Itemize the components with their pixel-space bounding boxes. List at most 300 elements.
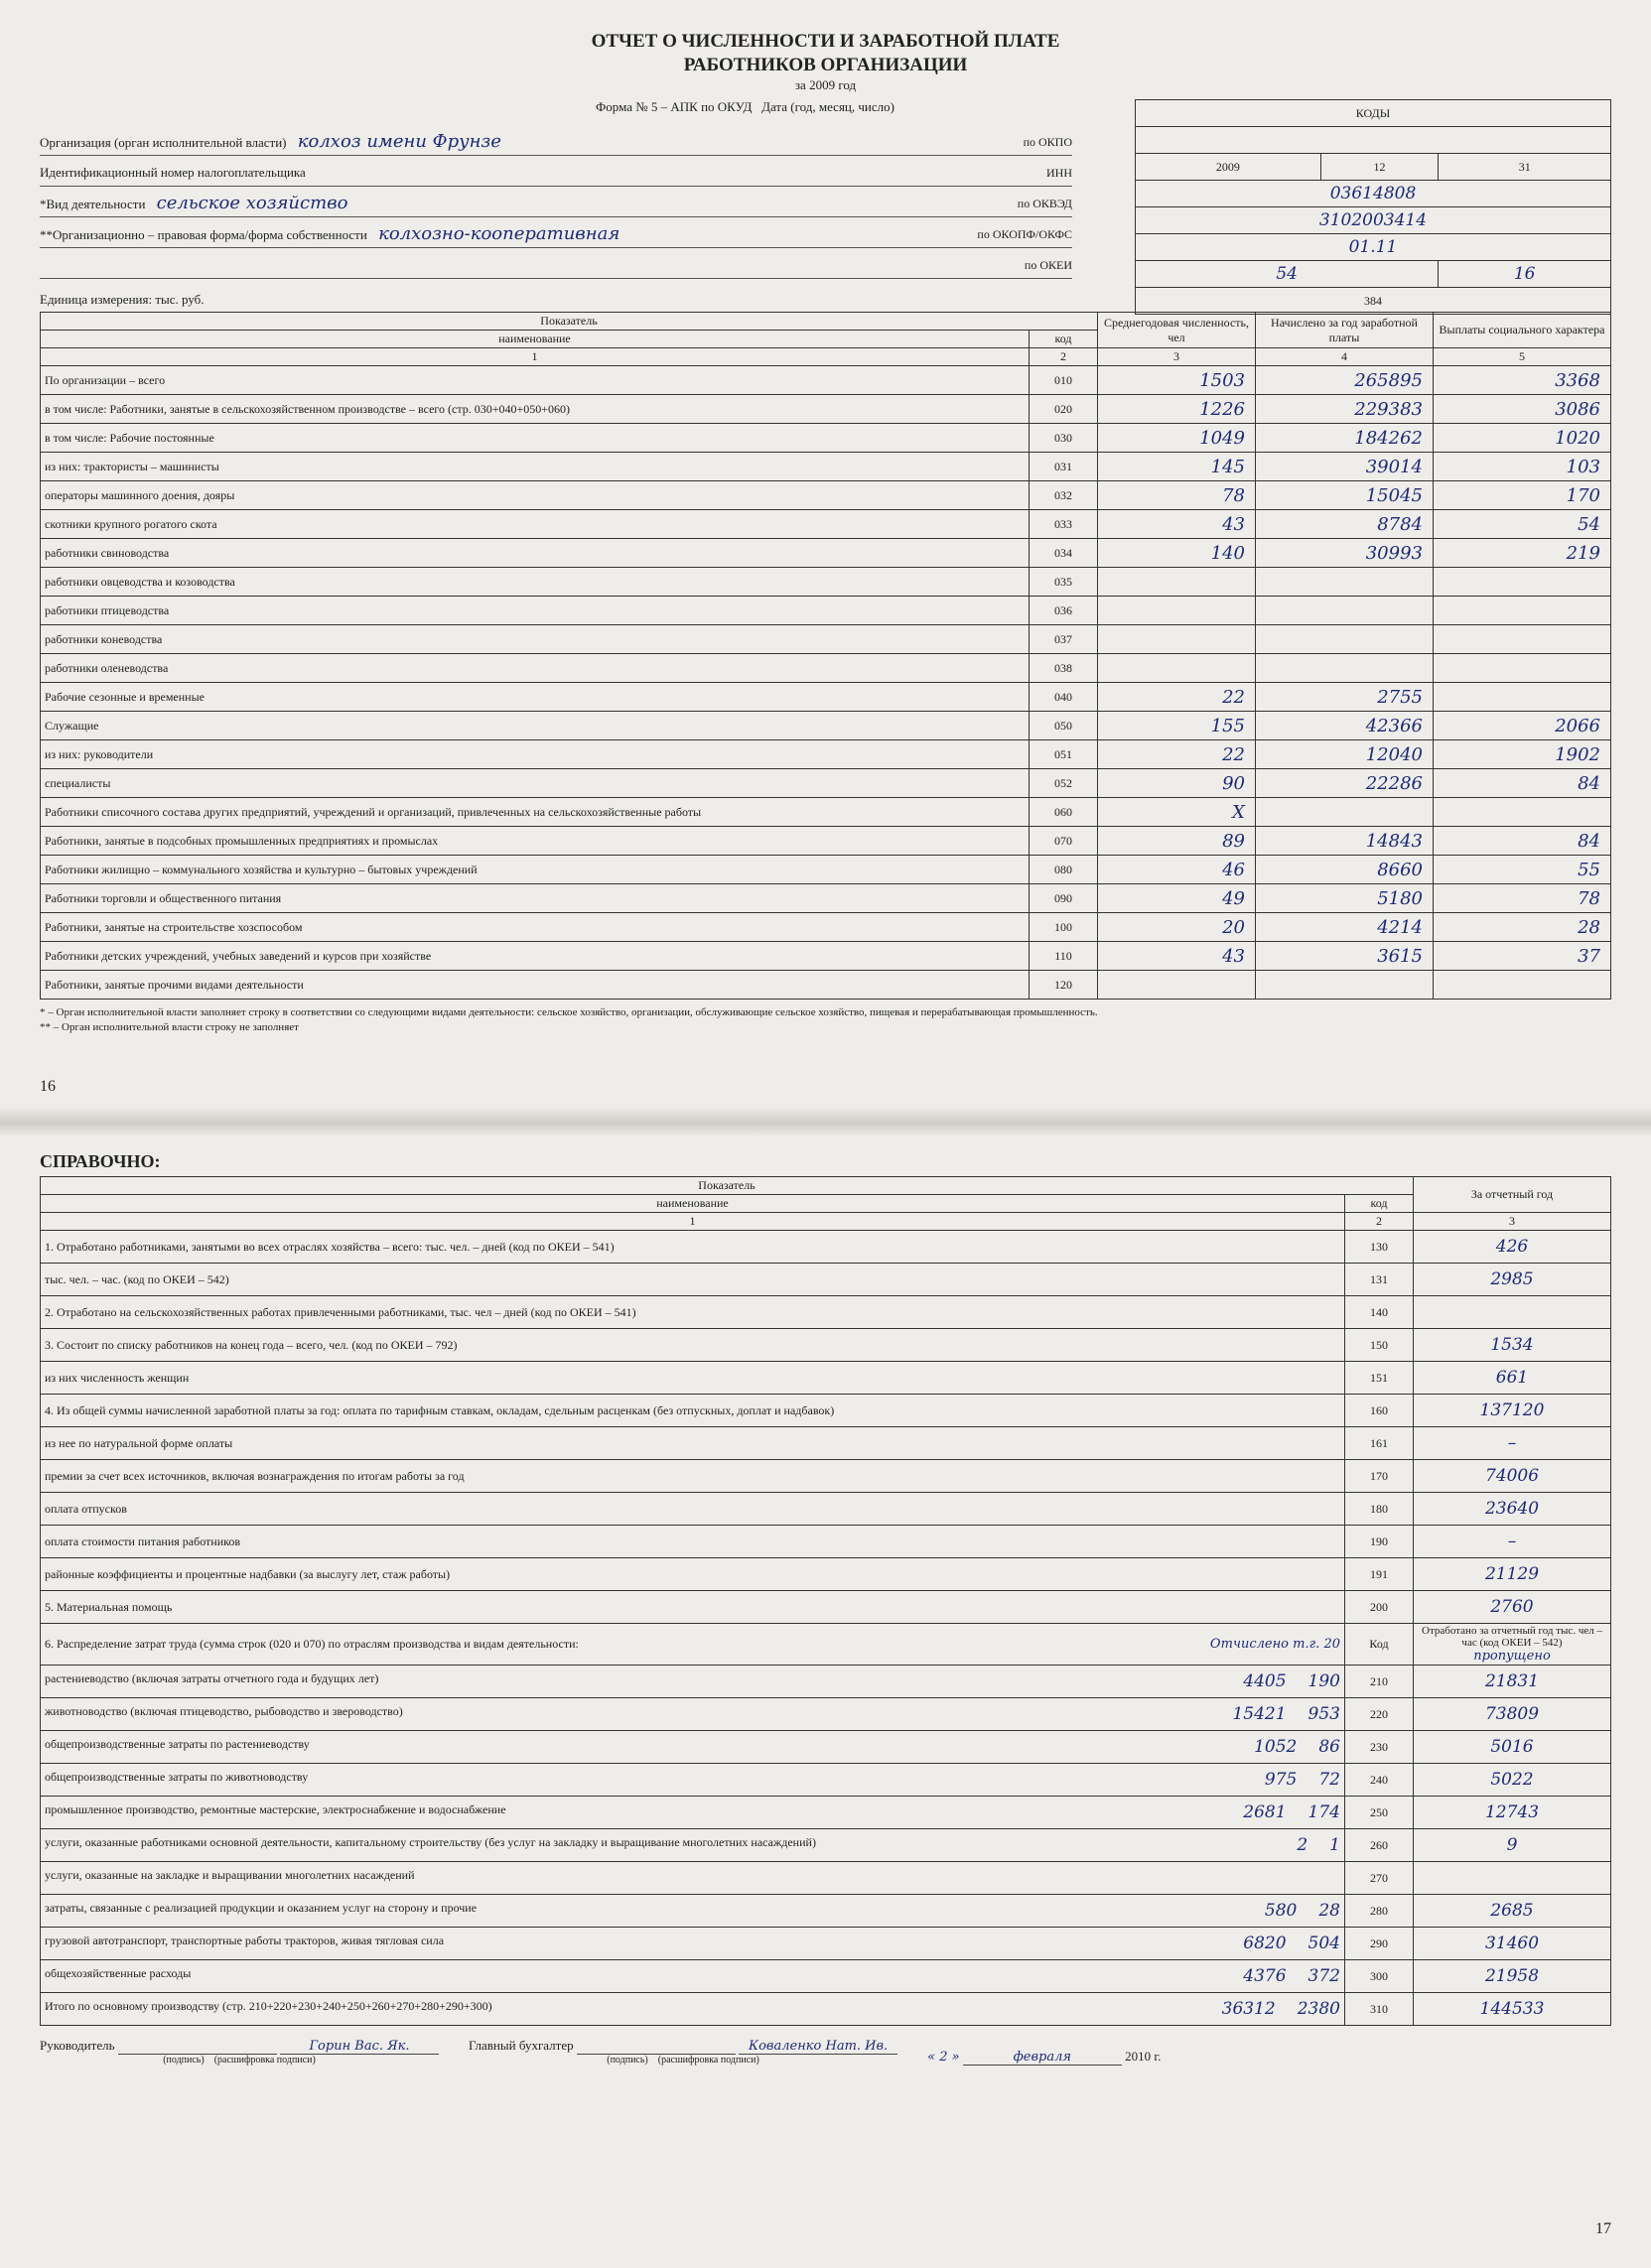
row-value: 661 — [1414, 1362, 1611, 1395]
row-avg: 43 — [1098, 510, 1256, 539]
row-value: 9 — [1414, 1829, 1611, 1862]
row-social: 1020 — [1434, 424, 1611, 453]
okpo-code: 03614808 — [1136, 181, 1611, 207]
row-avg: 20 — [1098, 913, 1256, 942]
row-accrued: 22286 — [1256, 769, 1434, 798]
row-side-figures — [1243, 1934, 1340, 1953]
row-name: оплата стоимости питания работников — [41, 1526, 1345, 1558]
row-social: 84 — [1434, 827, 1611, 856]
section6-value-header: Отработано за отчетный год тыс. чел – час (код ОКЕИ – 542) пропущено — [1414, 1624, 1611, 1666]
row-avg: 43 — [1098, 942, 1256, 971]
row-name: премии за счет всех источников, включая вознаграждения по итогам работы за год — [41, 1460, 1345, 1493]
row-code: 033 — [1030, 510, 1098, 539]
row-name: оплата отпусков — [41, 1493, 1345, 1526]
row-code: 220 — [1345, 1698, 1414, 1731]
date-year: 2009 — [1136, 154, 1321, 181]
row-name: 5. Материальная помощь — [41, 1591, 1345, 1624]
row-accrued: 265895 — [1256, 366, 1434, 395]
row-name: из них: трактористы – машинисты — [41, 453, 1030, 481]
th-accrued: Начислено за год заработной платы — [1256, 313, 1434, 348]
table-row — [41, 1329, 1611, 1362]
row-figure-b: 504 — [1307, 1934, 1340, 1953]
table-row — [41, 884, 1611, 913]
row-side-figures — [1222, 1999, 1340, 2019]
row-figure-b: 86 — [1318, 1737, 1340, 1757]
row-social: 84 — [1434, 769, 1611, 798]
row-accrued: 30993 — [1256, 539, 1434, 568]
table-row — [41, 1460, 1611, 1493]
row-name: из них: руководители — [41, 740, 1030, 769]
colnum: 3 — [1414, 1213, 1611, 1231]
table-row — [41, 1829, 1611, 1862]
table-row — [41, 1296, 1611, 1329]
reference-title: СПРАВОЧНО: — [40, 1151, 161, 1171]
row-code: 035 — [1030, 568, 1098, 597]
row-value: 31460 — [1414, 1928, 1611, 1960]
row-code: 230 — [1345, 1731, 1414, 1764]
table-row — [41, 856, 1611, 884]
row-code: 200 — [1345, 1591, 1414, 1624]
footnote-1: * – Орган исполнительной власти заполняет строку в соответствии со следующими видами деятельности: сельское хозяйство, организации, обслуживающие сельское хозяйство, пищевая и перерабатывающая промышленность. — [40, 1006, 1098, 1018]
okei-line: по ОКЕИ — [40, 252, 1072, 279]
page-number-16: 16 — [40, 1078, 56, 1095]
row-code: 131 — [1345, 1264, 1414, 1296]
row-figure-b: 174 — [1307, 1802, 1340, 1822]
table-row — [41, 539, 1611, 568]
row-accrued — [1256, 597, 1434, 625]
row-figure-a: 4405 — [1243, 1671, 1287, 1691]
legal-form-value: колхозно-кооперативная — [378, 223, 620, 244]
row-name-cell — [41, 1928, 1345, 1960]
row-code: 270 — [1345, 1862, 1414, 1895]
row-avg: 22 — [1098, 740, 1256, 769]
row-side-figures — [1318, 1868, 1340, 1888]
row-avg: 46 — [1098, 856, 1256, 884]
row-figure-b: 190 — [1307, 1671, 1340, 1691]
row-figure-a: 4376 — [1243, 1966, 1287, 1986]
row-accrued — [1256, 971, 1434, 1000]
row-figure-b: 1 — [1329, 1835, 1340, 1855]
row-name: из нее по натуральной форме оплаты — [41, 1427, 1345, 1460]
row-value: 137120 — [1414, 1395, 1611, 1427]
row-figure-a: 580 — [1264, 1901, 1298, 1921]
table-row — [41, 1895, 1611, 1928]
row-value: 12743 — [1414, 1797, 1611, 1829]
row-name-cell — [41, 1797, 1345, 1829]
row-name-cell — [41, 1895, 1345, 1928]
colnum: 2 — [1345, 1213, 1414, 1231]
table-row — [41, 1666, 1611, 1698]
table-row — [41, 942, 1611, 971]
row-name: работники оленеводства — [41, 654, 1030, 683]
row-code: 060 — [1030, 798, 1098, 827]
okei-code: 384 — [1136, 288, 1611, 315]
row-accrued: 4214 — [1256, 913, 1434, 942]
row-social: 37 — [1434, 942, 1611, 971]
row-name: По организации – всего — [41, 366, 1030, 395]
row-name-cell — [41, 1829, 1345, 1862]
row-code: 240 — [1345, 1764, 1414, 1797]
org-line: Организация (орган исполнительной власти) колхоз имени Фрунзе по ОКПО — [40, 129, 1072, 156]
signature-block — [40, 2038, 1611, 2066]
table-row — [41, 1960, 1611, 1993]
section6-rows — [41, 1666, 1611, 2026]
row-side-figures — [1265, 1901, 1340, 1921]
activity-line: *Вид деятельности сельское хозяйство по ОКВЭД — [40, 191, 1072, 217]
report-period: за 2009 год — [794, 77, 857, 92]
row-avg: 1049 — [1098, 424, 1256, 453]
table-row — [41, 827, 1611, 856]
row-name: грузовой автотранспорт, транспортные работы тракторов, живая тягловая сила — [45, 1934, 445, 1947]
title-line-2: РАБОТНИКОВ ОРГАНИЗАЦИИ — [683, 55, 968, 75]
section6-code-header: Код — [1345, 1624, 1414, 1666]
row-name: работники птицеводства — [41, 597, 1030, 625]
row-name: работники коневодства — [41, 625, 1030, 654]
th-name: наименование — [41, 331, 1030, 348]
table-row — [41, 625, 1611, 654]
row-name: специалисты — [41, 769, 1030, 798]
row-code: 310 — [1345, 1993, 1414, 2026]
section6-note-b: т.г. 20 — [1293, 1637, 1340, 1652]
row-name: в том числе: Работники, занятые в сельскохозяйственном производстве – всего (стр. 030+040+050+060) — [41, 395, 1030, 424]
th-code: код — [1030, 331, 1098, 348]
row-accrued — [1256, 654, 1434, 683]
row-value: 23640 — [1414, 1493, 1611, 1526]
th-year: За отчетный год — [1414, 1177, 1611, 1213]
row-code: 050 — [1030, 712, 1098, 740]
row-code: 210 — [1345, 1666, 1414, 1698]
row-value: – — [1414, 1526, 1611, 1558]
row-code: 260 — [1345, 1829, 1414, 1862]
row-side-figures — [1265, 1770, 1340, 1790]
row-social — [1434, 798, 1611, 827]
row-avg: X — [1098, 798, 1256, 827]
table-row — [41, 1764, 1611, 1797]
row-code: 038 — [1030, 654, 1098, 683]
table-row — [41, 366, 1611, 395]
org-value: колхоз имени Фрунзе — [297, 131, 501, 152]
table-row — [41, 1797, 1611, 1829]
activity-value: сельское хозяйство — [156, 193, 348, 213]
row-name: Служащие — [41, 712, 1030, 740]
th-indicator: Показатель — [41, 1177, 1414, 1195]
row-figure-a: 2681 — [1243, 1802, 1287, 1822]
staff-rows — [41, 366, 1611, 1000]
row-figure-a: 2 — [1297, 1835, 1308, 1855]
row-name: в том числе: Рабочие постоянные — [41, 424, 1030, 453]
row-social — [1434, 654, 1611, 683]
row-value: 5016 — [1414, 1731, 1611, 1764]
row-figure-b: 372 — [1307, 1966, 1340, 1986]
row-avg: 145 — [1098, 453, 1256, 481]
colnum: 1 — [41, 1213, 1345, 1231]
row-value: 144533 — [1414, 1993, 1611, 2026]
row-accrued: 8660 — [1256, 856, 1434, 884]
row-name: скотники крупного рогатого скота — [41, 510, 1030, 539]
head-signature: Руководитель Горин Вас. Як. (подпись) (расшифровка подписи) — [40, 2038, 439, 2066]
unit-label: Единица измерения: тыс. руб. — [40, 292, 205, 307]
row-code: 190 — [1345, 1526, 1414, 1558]
row-code: 010 — [1030, 366, 1098, 395]
row-code: 034 — [1030, 539, 1098, 568]
row-social: 2066 — [1434, 712, 1611, 740]
table-row — [41, 712, 1611, 740]
table-row — [41, 1862, 1611, 1895]
row-name: работники овцеводства и козоводства — [41, 568, 1030, 597]
row-value: 73809 — [1414, 1698, 1611, 1731]
row-code: 037 — [1030, 625, 1098, 654]
row-social: 78 — [1434, 884, 1611, 913]
row-code: 161 — [1345, 1427, 1414, 1460]
th-code: код — [1345, 1195, 1414, 1213]
row-social: 3368 — [1434, 366, 1611, 395]
footnotes — [40, 1005, 1611, 1035]
row-code: 030 — [1030, 424, 1098, 453]
row-figure-a: 1052 — [1254, 1737, 1298, 1757]
row-figure-a: 36312 — [1221, 1999, 1276, 2019]
okved-code: 01.11 — [1136, 234, 1611, 261]
row-name-cell — [41, 1764, 1345, 1797]
row-code: 150 — [1345, 1329, 1414, 1362]
row-social: 54 — [1434, 510, 1611, 539]
row-name: 2. Отработано на сельскохозяйственных работах привлеченными работниками, тыс. чел – дней (код по ОКЕИ – 541) — [41, 1296, 1345, 1329]
row-code: 300 — [1345, 1960, 1414, 1993]
row-code: 180 — [1345, 1493, 1414, 1526]
inn-code: 3102003414 — [1136, 207, 1611, 234]
row-accrued: 2755 — [1256, 683, 1434, 712]
row-name: затраты, связанные с реализацией продукции и оказанием услуг на сторону и прочие — [45, 1901, 478, 1915]
row-accrued: 39014 — [1256, 453, 1434, 481]
th-name: наименование — [41, 1195, 1345, 1213]
page-number-17: 17 — [1595, 2220, 1611, 2237]
row-name-cell — [41, 1862, 1345, 1895]
table-row — [41, 481, 1611, 510]
row-value: 1534 — [1414, 1329, 1611, 1362]
row-value: 2985 — [1414, 1264, 1611, 1296]
row-social: 170 — [1434, 481, 1611, 510]
accountant-name: Коваленко Нат. Ив. — [739, 2039, 897, 2055]
row-side-figures — [1232, 1704, 1340, 1724]
th-indicator: Показатель — [41, 313, 1098, 331]
row-name: общепроизводственные затраты по растениеводству — [45, 1737, 310, 1751]
row-name-cell — [41, 1993, 1345, 2026]
row-avg — [1098, 654, 1256, 683]
row-accrued: 14843 — [1256, 827, 1434, 856]
row-code: 290 — [1345, 1928, 1414, 1960]
accountant-signature: Главный бухгалтер Коваленко Нат. Ив. (подпись) (расшифровка подписи) — [469, 2038, 897, 2066]
row-social — [1434, 625, 1611, 654]
head-sign — [118, 2039, 277, 2055]
row-avg — [1098, 625, 1256, 654]
row-name: работники свиноводства — [41, 539, 1030, 568]
row-name: Работники списочного состава других предприятий, учреждений и организаций, привлеченных на сельскохозяйственные работы — [41, 798, 1030, 827]
row-value: 21958 — [1414, 1960, 1611, 1993]
accountant-sign — [577, 2039, 736, 2055]
row-social: 219 — [1434, 539, 1611, 568]
row-name: Работники, занятые прочими видами деятельности — [41, 971, 1030, 1000]
section-6 — [41, 1624, 1611, 1666]
table-row — [41, 654, 1611, 683]
page-fold — [0, 1107, 1651, 1136]
row-avg: 89 — [1098, 827, 1256, 856]
row-social — [1434, 971, 1611, 1000]
codes-header: КОДЫ — [1136, 100, 1611, 127]
table-row — [41, 1526, 1611, 1558]
row-avg — [1098, 971, 1256, 1000]
row-social: 103 — [1434, 453, 1611, 481]
row-name: промышленное производство, ремонтные мастерские, электроснабжение и водоснабжение — [45, 1802, 506, 1816]
row-figure-b: 72 — [1318, 1770, 1340, 1790]
table-row — [41, 1928, 1611, 1960]
row-name: 4. Из общей суммы начисленной заработной платы за год: оплата по тарифным ставкам, окладам, сдельным расценкам (без отпускных, доплат и надбавок) — [41, 1395, 1345, 1427]
codes-table — [1135, 99, 1611, 315]
table-row — [41, 683, 1611, 712]
row-accrued: 184262 — [1256, 424, 1434, 453]
row-name-cell — [41, 1731, 1345, 1764]
row-social — [1434, 568, 1611, 597]
colnum: 3 — [1098, 348, 1256, 366]
row-social — [1434, 683, 1611, 712]
report-date: « 2 » февраля 2010 г. — [927, 2049, 1162, 2065]
row-value: 21129 — [1414, 1558, 1611, 1591]
footnote-2: ** – Орган исполнительной власти строку не заполняет — [40, 1021, 299, 1033]
inn-line: Идентификационный номер налогоплательщика ИНН — [40, 160, 1072, 187]
row-name-cell — [41, 1666, 1345, 1698]
section6-title: 6. Распределение затрат труда (сумма строк (020 и 070) по отраслям производства и видам деятельности: Отчислено т.г. 20 — [41, 1624, 1345, 1666]
row-value: 426 — [1414, 1231, 1611, 1264]
th-avg: Среднегодовая численность, чел — [1098, 313, 1256, 348]
th-social: Выплаты социального характера — [1434, 313, 1611, 348]
row-figure-b: 28 — [1318, 1901, 1340, 1921]
row-side-figures — [1254, 1737, 1340, 1757]
table-row — [41, 1993, 1611, 2026]
row-code: 250 — [1345, 1797, 1414, 1829]
row-code: 032 — [1030, 481, 1098, 510]
row-social: 28 — [1434, 913, 1611, 942]
row-social — [1434, 597, 1611, 625]
row-social: 3086 — [1434, 395, 1611, 424]
date-month: 12 — [1320, 154, 1439, 181]
row-avg: 1503 — [1098, 366, 1256, 395]
row-name: Рабочие сезонные и временные — [41, 683, 1030, 712]
report-title — [40, 30, 1611, 77]
reference-rows — [41, 1231, 1611, 1624]
staff-table — [40, 312, 1611, 1000]
row-code: 031 — [1030, 453, 1098, 481]
table-row — [41, 1427, 1611, 1460]
row-code: 036 — [1030, 597, 1098, 625]
row-name: услуги, оказанные работниками основной деятельности, капитальному строительству (без услуг на закладку и выращивание многолетних насаждений) — [45, 1835, 816, 1849]
row-code: 120 — [1030, 971, 1098, 1000]
row-name: общепроизводственные затраты по животноводству — [45, 1770, 309, 1784]
row-name: Работники торговли и общественного питания — [41, 884, 1030, 913]
table-row — [41, 798, 1611, 827]
row-value: 74006 — [1414, 1460, 1611, 1493]
row-name: 1. Отработано работниками, занятыми во всех отраслях хозяйства – всего: тыс. чел. – дней (код по ОКЕИ – 541) — [41, 1231, 1345, 1264]
okud-cell — [1136, 127, 1611, 154]
row-social: 55 — [1434, 856, 1611, 884]
report-page-16 — [40, 30, 1611, 1095]
row-value — [1414, 1862, 1611, 1895]
row-accrued: 15045 — [1256, 481, 1434, 510]
row-name: Итого по основному производству (стр. 210+220+230+240+250+260+270+280+290+300) — [45, 1999, 492, 2013]
okfs-code: 16 — [1439, 261, 1611, 288]
row-figure-b: 953 — [1307, 1704, 1340, 1724]
table-row — [41, 395, 1611, 424]
table-row — [41, 769, 1611, 798]
table-row — [41, 1698, 1611, 1731]
row-name: услуги, оказанные на закладке и выращивании многолетних насаждений — [45, 1868, 415, 1882]
reference-table — [40, 1176, 1611, 2026]
row-name: Работники детских учреждений, учебных заведений и курсов при хозяйстве — [41, 942, 1030, 971]
row-name: Работники, занятые на строительстве хозспособом — [41, 913, 1030, 942]
row-avg: 78 — [1098, 481, 1256, 510]
title-line-1: ОТЧЕТ О ЧИСЛЕННОСТИ И ЗАРАБОТНОЙ ПЛАТЕ — [591, 31, 1060, 52]
section6-note-a: Отчислено — [1209, 1637, 1290, 1652]
row-accrued: 229383 — [1256, 395, 1434, 424]
row-value — [1414, 1296, 1611, 1329]
row-avg: 22 — [1098, 683, 1256, 712]
row-code: 040 — [1030, 683, 1098, 712]
row-code: 090 — [1030, 884, 1098, 913]
table-row — [41, 1731, 1611, 1764]
row-side-figures — [1243, 1966, 1340, 1986]
row-name: Работники, занятые в подсобных промышленных предприятиях и промыслах — [41, 827, 1030, 856]
table-row — [41, 1493, 1611, 1526]
table-row — [41, 971, 1611, 1000]
row-code: 160 — [1345, 1395, 1414, 1427]
row-figure-a: 15421 — [1232, 1704, 1287, 1724]
row-name: растениеводство (включая затраты отчетного года и будущих лет) — [45, 1671, 379, 1685]
colnum: 5 — [1434, 348, 1611, 366]
row-avg: 1226 — [1098, 395, 1256, 424]
row-value: 5022 — [1414, 1764, 1611, 1797]
row-accrued: 42366 — [1256, 712, 1434, 740]
row-name: 3. Состоит по списку работников на конец года – всего, чел. (код по ОКЕИ – 792) — [41, 1329, 1345, 1362]
legal-form-line: **Организационно – правовая форма/форма собственности колхозно-кооперативная по ОКОПФ/ОКФС — [40, 221, 1072, 248]
row-name: животноводство (включая птицеводство, рыбоводство и звероводство) — [45, 1704, 403, 1718]
row-code: 280 — [1345, 1895, 1414, 1928]
row-avg: 155 — [1098, 712, 1256, 740]
row-code: 070 — [1030, 827, 1098, 856]
colnum: 4 — [1256, 348, 1434, 366]
table-row — [41, 1231, 1611, 1264]
row-name: операторы машинного доения, дояры — [41, 481, 1030, 510]
table-row — [41, 424, 1611, 453]
okopf-code: 54 — [1136, 261, 1439, 288]
row-accrued: 12040 — [1256, 740, 1434, 769]
row-value: – — [1414, 1427, 1611, 1460]
table-row — [41, 1558, 1611, 1591]
row-code: 130 — [1345, 1231, 1414, 1264]
row-name: тыс. чел. – час. (код по ОКЕИ – 542) — [41, 1264, 1345, 1296]
row-avg — [1098, 568, 1256, 597]
row-code: 191 — [1345, 1558, 1414, 1591]
row-code: 052 — [1030, 769, 1098, 798]
row-avg: 90 — [1098, 769, 1256, 798]
row-code: 080 — [1030, 856, 1098, 884]
head-name: Горин Вас. Як. — [280, 2039, 439, 2055]
row-accrued: 3615 — [1256, 942, 1434, 971]
row-name: общехозяйственные расходы — [45, 1966, 192, 1980]
row-name: из них численность женщин — [41, 1362, 1345, 1395]
row-name-cell — [41, 1698, 1345, 1731]
row-avg: 140 — [1098, 539, 1256, 568]
section6-note-c: пропущено — [1473, 1649, 1551, 1664]
row-code: 170 — [1345, 1460, 1414, 1493]
row-code: 151 — [1345, 1362, 1414, 1395]
row-accrued — [1256, 568, 1434, 597]
